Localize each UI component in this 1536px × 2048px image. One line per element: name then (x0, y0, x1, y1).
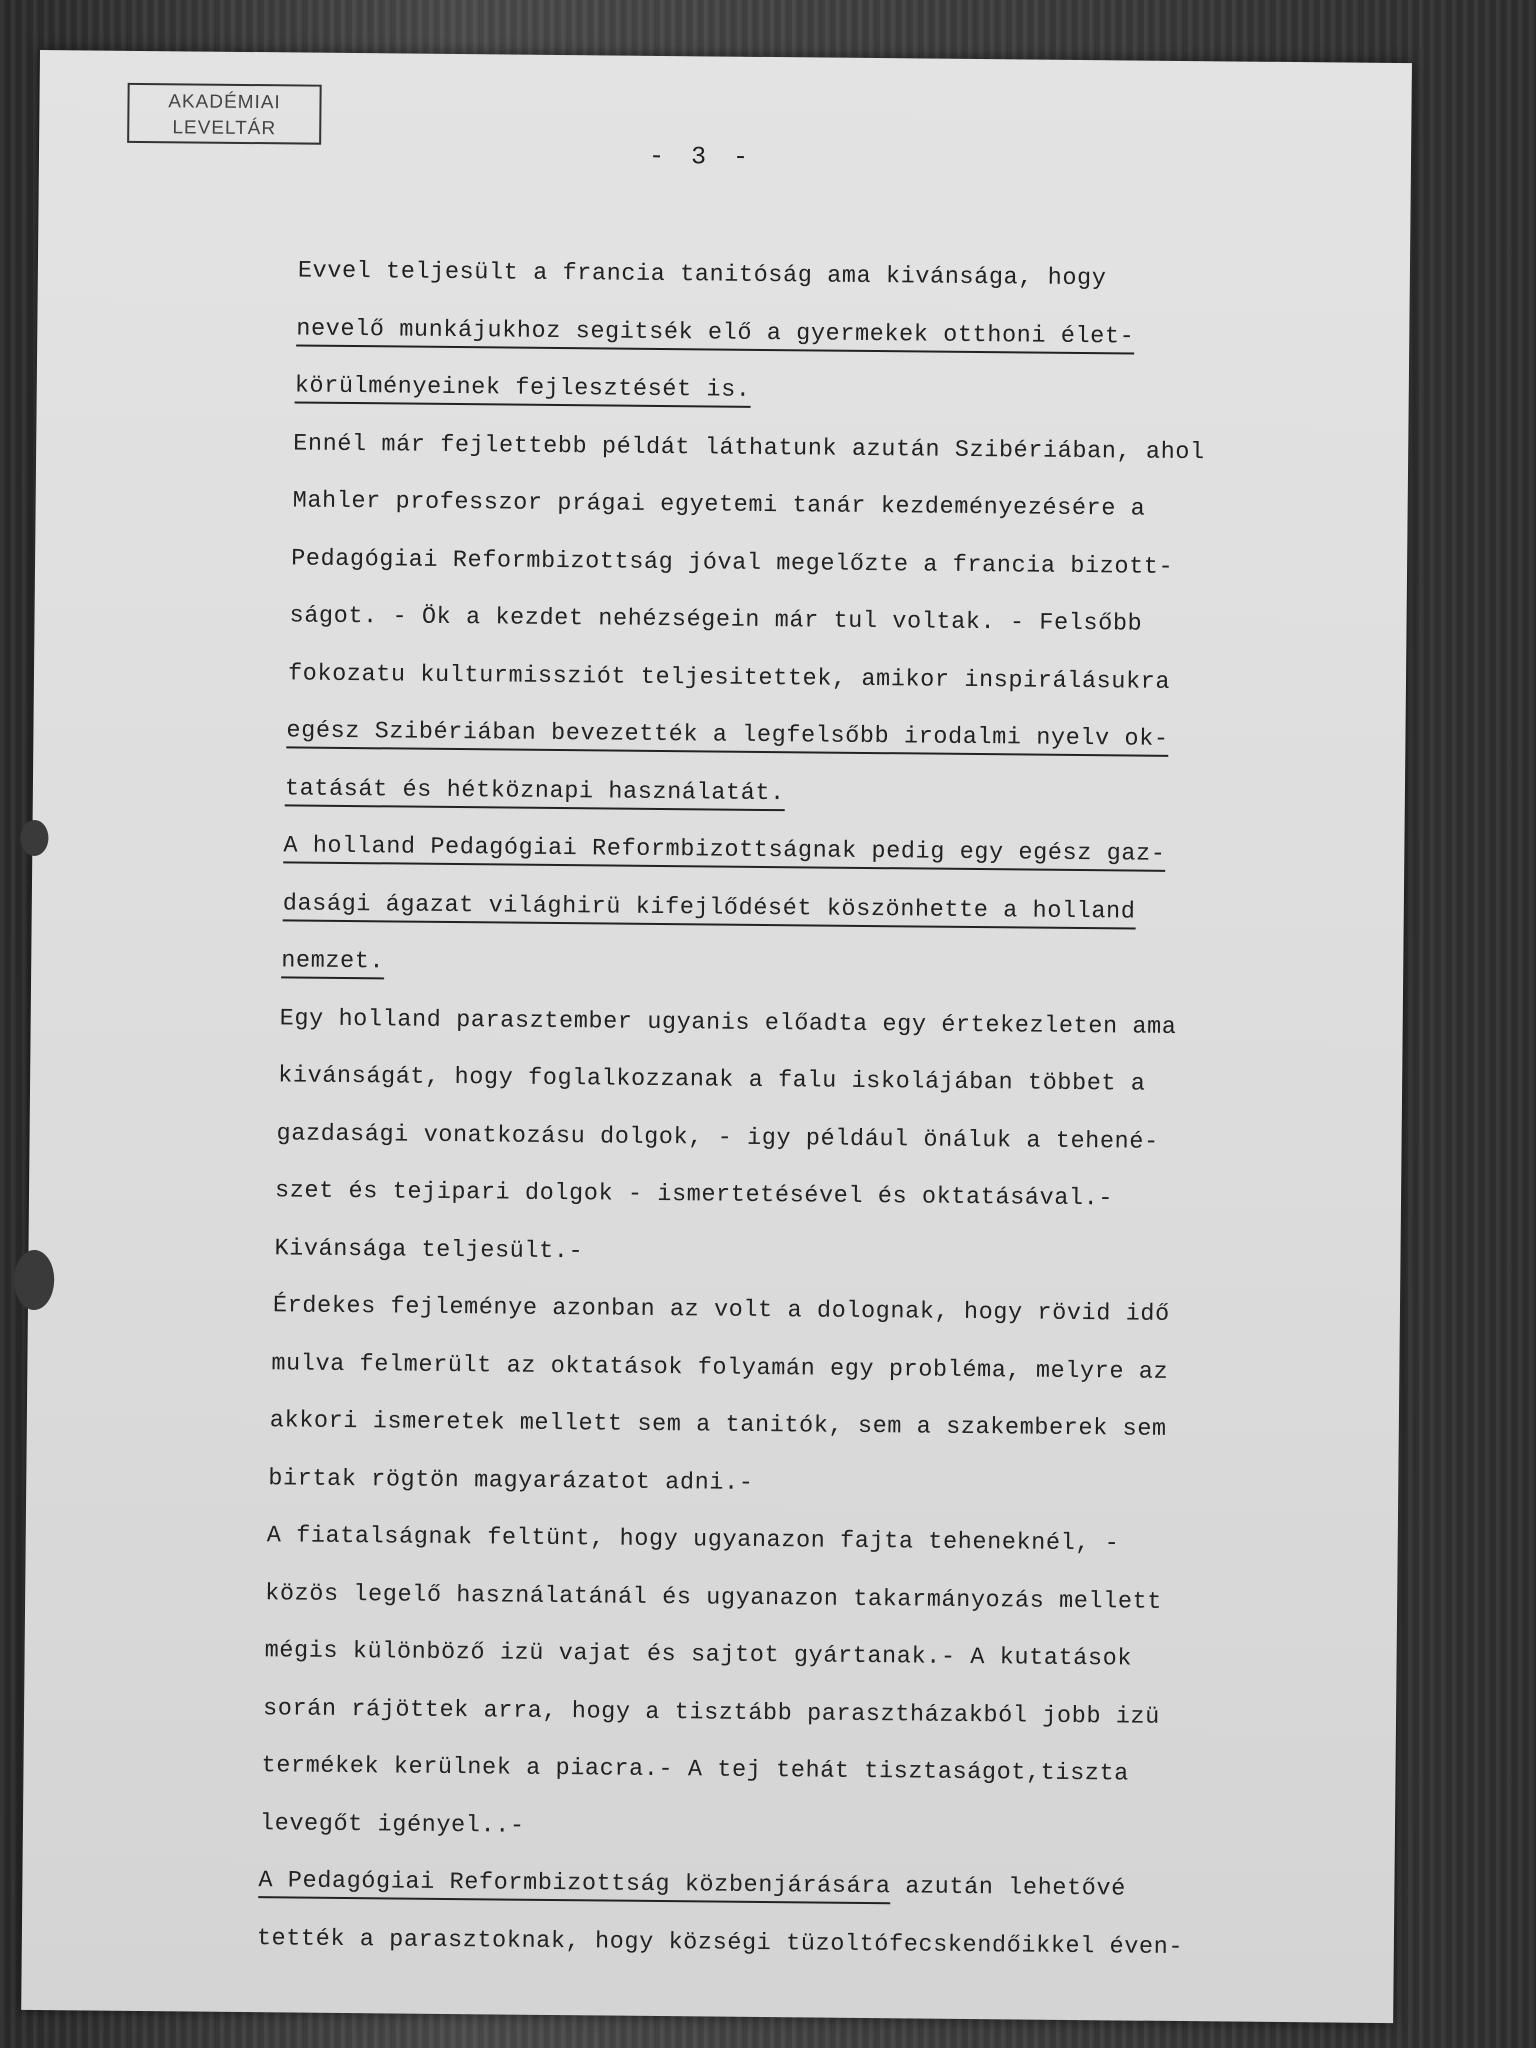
line-text: levegőt igényel..- (259, 1809, 525, 1840)
text-line (295, 357, 1398, 425)
underlined-text: tatását és hétköznapi használatát. (285, 775, 785, 811)
line-text: termékek kerülnek a piacra.- A tej tehát tisztaságot,tiszta (261, 1752, 1130, 1788)
text-line (261, 1737, 1384, 1805)
text-line (276, 1105, 1390, 1173)
underlined-text: dasági ágazat világhirü kifejlődését köszönhette a holland (283, 890, 1136, 929)
text-line (285, 760, 1394, 828)
text-line (263, 1680, 1385, 1748)
line-text: Érdekes fejleménye azonban az volt a dolognak, hogy rövid idő (272, 1292, 1170, 1328)
line-text: fokozatu kulturmissziót teljesitettek, amikor inspirálásukra (287, 659, 1171, 696)
text-line (266, 1507, 1386, 1575)
text-line (298, 242, 1399, 310)
text-line (286, 702, 1394, 770)
text-line (258, 1852, 1383, 1920)
underlined-text: A holland Pedagógiai Reformbizottságnak pedig egy egész gaz- (283, 832, 1165, 871)
underlined-text: egész Szibériában bevezették a legfelsőbb irodalmi nyelv ok- (286, 717, 1168, 756)
underlined-text: nemzet. (281, 947, 384, 979)
text-line (289, 587, 1395, 655)
text-line (257, 1910, 1383, 1978)
line-text: gazdasági vonatkozásu dolgok, - igy például önáluk a tehené- (276, 1119, 1159, 1156)
line-text: Ennél már fejlettebb példát láthatunk azután Szibériában, ahol (293, 429, 1205, 466)
punch-hole (20, 820, 48, 856)
underlined-text: nevelő munkájukhoz segitsék elő a gyermekek otthoni élet- (296, 315, 1134, 354)
line-text: Pedagógiai Reformbizottság jóval megelőzte a francia bizott- (291, 544, 1174, 581)
text-line (283, 875, 1393, 943)
underlined-text: A Pedagógiai Reformbizottság közbenjárására (258, 1867, 890, 1904)
text-line (275, 1162, 1390, 1230)
underlined-text: körülményeinek fejlesztését is. (295, 372, 751, 407)
archive-stamp (127, 83, 322, 145)
line-text: azután lehetővé (890, 1873, 1126, 1903)
line-text: közös legelő használatánál és ugyanazon takarmányozás mellett (265, 1579, 1163, 1616)
text-line (274, 1220, 1389, 1288)
body-text (256, 242, 1399, 1977)
line-text: mégis különböző izü vajat és sajtot gyártanak.- A kutatások (264, 1637, 1133, 1673)
page-number: - 3 - (648, 141, 755, 172)
text-line (292, 472, 1396, 540)
text-line (268, 1450, 1387, 1518)
text-line (260, 1795, 1384, 1863)
line-text: Egy holland parasztember ugyanis előadta egy értekezleten ama (279, 1004, 1177, 1041)
text-line (296, 300, 1398, 368)
line-text: során rájöttek arra, hogy a tisztább parasztházakból jobb izü (262, 1694, 1161, 1731)
stamp-line-2: LEVELTÁR (172, 117, 277, 140)
line-text: Kivánsága teljesült.- (274, 1234, 584, 1265)
line-text: Evvel teljesült a francia tanitóság ama kivánsága, hogy (297, 257, 1107, 293)
text-line (270, 1392, 1388, 1460)
line-text: kivánságát, hogy foglalkozzanak a falu iskolájában többet a (278, 1062, 1146, 1098)
line-text: szet és tejipari dolgok - ismertetésével és oktatásával.- (274, 1177, 1114, 1213)
line-text: A fiatalságnak feltünt, hogy ugyanazon fajta teheneknél, - (266, 1522, 1120, 1558)
text-line (273, 1277, 1389, 1345)
line-text: tették a parasztoknak, hogy községi tüzoltófecskendőikkel éven- (256, 1924, 1184, 1961)
line-text: birtak rögtön magyarázatot adni.- (268, 1464, 754, 1497)
text-line (291, 530, 1396, 598)
text-line (278, 1047, 1391, 1115)
document-page (21, 50, 1412, 2023)
text-line (265, 1565, 1386, 1633)
line-text: Mahler professzor prágai egyetemi tanár kezdeményezésére a (292, 487, 1146, 523)
text-line (293, 415, 1397, 483)
text-line (281, 932, 1392, 1000)
text-line (264, 1622, 1385, 1690)
line-text: mulva felmerült az oktatások folyamán egy probléma, melyre az (271, 1349, 1169, 1386)
line-text: ságot. - Ök a kezdet nehézségein már tul voltak. - Felsőbb (289, 602, 1143, 638)
text-line (288, 645, 1395, 713)
line-text: akkori ismeretek mellett sem a tanitók, sem a szakemberek sem (269, 1407, 1167, 1443)
text-line (279, 990, 1391, 1058)
text-line (283, 817, 1393, 885)
punch-hole (14, 1250, 55, 1310)
stamp-line-1: AKADÉMIAI (168, 91, 281, 114)
text-line (271, 1335, 1388, 1403)
